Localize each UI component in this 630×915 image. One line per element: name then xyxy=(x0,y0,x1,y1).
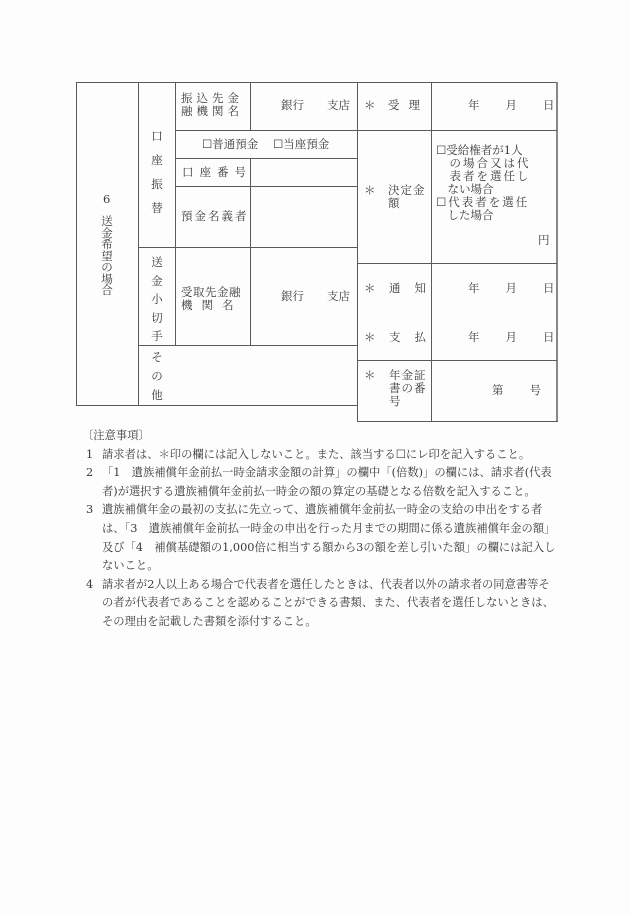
right-row-line-1 xyxy=(357,130,557,131)
right-row-line-3 xyxy=(357,360,557,361)
note-text: 遺族補償年金の最初の支払に先立って、遺族補償年金前払一時金の支給の申出をする者は、「3 遺族補償年金前払一時金の申出を行った月までの期間に係る遺族補償年金の額」及び「4 補償基礎額の1,000倍に相当する額から3の額を差し引いた額」の欄には記入しないこと。 xyxy=(102,503,556,573)
note-number: 2 xyxy=(86,466,94,480)
table-border-top xyxy=(76,82,557,83)
note-item xyxy=(86,446,561,465)
notified-date: 年 月 日 xyxy=(468,281,556,295)
col-line-2 xyxy=(175,82,176,346)
note-item xyxy=(86,464,561,501)
decided-amount-label-line1: 決定金 xyxy=(388,183,426,197)
transfer-bank-value[interactable]: 銀行 支店 xyxy=(281,98,350,112)
note-number: 1 xyxy=(86,447,94,461)
certificate-number-mark: ＊ xyxy=(364,368,376,382)
note-number: 3 xyxy=(86,503,94,517)
decided-amount-label-line2: 額 xyxy=(388,196,400,210)
paid-mark: ＊ xyxy=(364,330,376,344)
paid-date: 年 月 日 xyxy=(468,330,556,344)
table-border-bottom-left xyxy=(76,405,358,406)
certificate-number-label-line2: 書の番 xyxy=(389,381,427,395)
notes-section xyxy=(82,427,561,632)
decided-amount-mark: ＊ xyxy=(364,183,376,197)
row-line-3 xyxy=(175,186,357,187)
col-line-5 xyxy=(431,82,432,422)
note-text: 請求者は、＊印の欄には記入しないこと。また、該当する☐にレ印を記入すること。 xyxy=(102,447,531,461)
account-holder-label: 預金名義者 xyxy=(181,209,249,223)
table-border-left xyxy=(76,82,77,406)
other-label: そ の 他 xyxy=(151,350,163,402)
transfer-bank-label-line1: 振込先金 xyxy=(181,91,243,105)
col-line-3a xyxy=(250,82,251,130)
certificate-number-label-line1: 年金証 xyxy=(389,368,427,382)
transfer-bank-label-line2: 融機関名 xyxy=(181,104,243,118)
row-line-5 xyxy=(138,345,357,346)
col-line-4 xyxy=(357,82,358,422)
right-row-line-2 xyxy=(357,263,557,264)
note-number: 4 xyxy=(86,577,94,591)
table-border-right xyxy=(556,82,558,422)
money-order-label: 送 金 小 切 手 xyxy=(151,255,163,343)
note-text: 請求者が2人以上ある場合で代表者を選任したときは、代表者以外の請求者の同意書等その者が代表者であることを認めることができる書類、また、代表者を選任しないときは、その理由を記載した書類を添付すること。 xyxy=(102,577,554,628)
col-line-1 xyxy=(138,82,139,406)
row-line-1 xyxy=(175,130,357,131)
received-date: 年 月 日 xyxy=(468,98,556,112)
section-title: 送 金 希 望 の 場 合 xyxy=(101,214,113,297)
money-order-bank-value[interactable]: 銀行 支店 xyxy=(281,289,350,303)
notified-label: 通知 xyxy=(389,281,440,295)
account-number-field[interactable] xyxy=(255,162,353,182)
option-representative-checkbox[interactable]: ☐代表者を選任 した場合 xyxy=(436,195,530,222)
account-number-label: 口座番号 xyxy=(182,165,252,179)
option-single-recipient-checkbox[interactable]: ☐受給権者が1人 の場合又は代 表者を選任し ない場合 xyxy=(436,143,531,196)
row-line-4 xyxy=(138,247,357,248)
decided-amount-options xyxy=(436,144,531,222)
money-order-bank-label-line2: 機関名 xyxy=(181,298,243,312)
notified-mark: ＊ xyxy=(364,281,376,295)
received-mark: ＊ xyxy=(364,98,376,112)
note-text: 「1 遺族補償年金前払一時金請求金額の計算」の欄中「(倍数)」の欄には、請求者(代表者)が選択する遺族補償年金前払一時金の額の算定の基礎となる倍数を記入すること。 xyxy=(102,466,552,498)
deposit-type-ordinary-checkbox[interactable]: ☐普通預金 xyxy=(202,137,259,151)
notes-heading: 〔注意事項〕 xyxy=(82,429,150,442)
account-transfer-label: 口 座 振 替 xyxy=(151,129,163,215)
certificate-number-value: 第 号 xyxy=(492,383,542,397)
paid-label: 支払 xyxy=(389,330,440,344)
certificate-number-label-line3: 号 xyxy=(389,394,401,408)
decided-amount-unit: 円 xyxy=(538,233,550,247)
account-holder-field[interactable] xyxy=(255,190,353,244)
table-border-bottom-right xyxy=(357,421,558,422)
received-label: 受理 xyxy=(388,98,429,112)
note-item xyxy=(86,576,561,632)
money-order-bank-label-line1: 受取先金融 xyxy=(181,285,241,299)
note-item xyxy=(86,501,561,575)
other-field[interactable] xyxy=(180,350,352,400)
row-line-2 xyxy=(175,158,357,159)
deposit-type-current-checkbox[interactable]: ☐当座預金 xyxy=(273,137,330,151)
section-number: 6 xyxy=(103,192,111,206)
